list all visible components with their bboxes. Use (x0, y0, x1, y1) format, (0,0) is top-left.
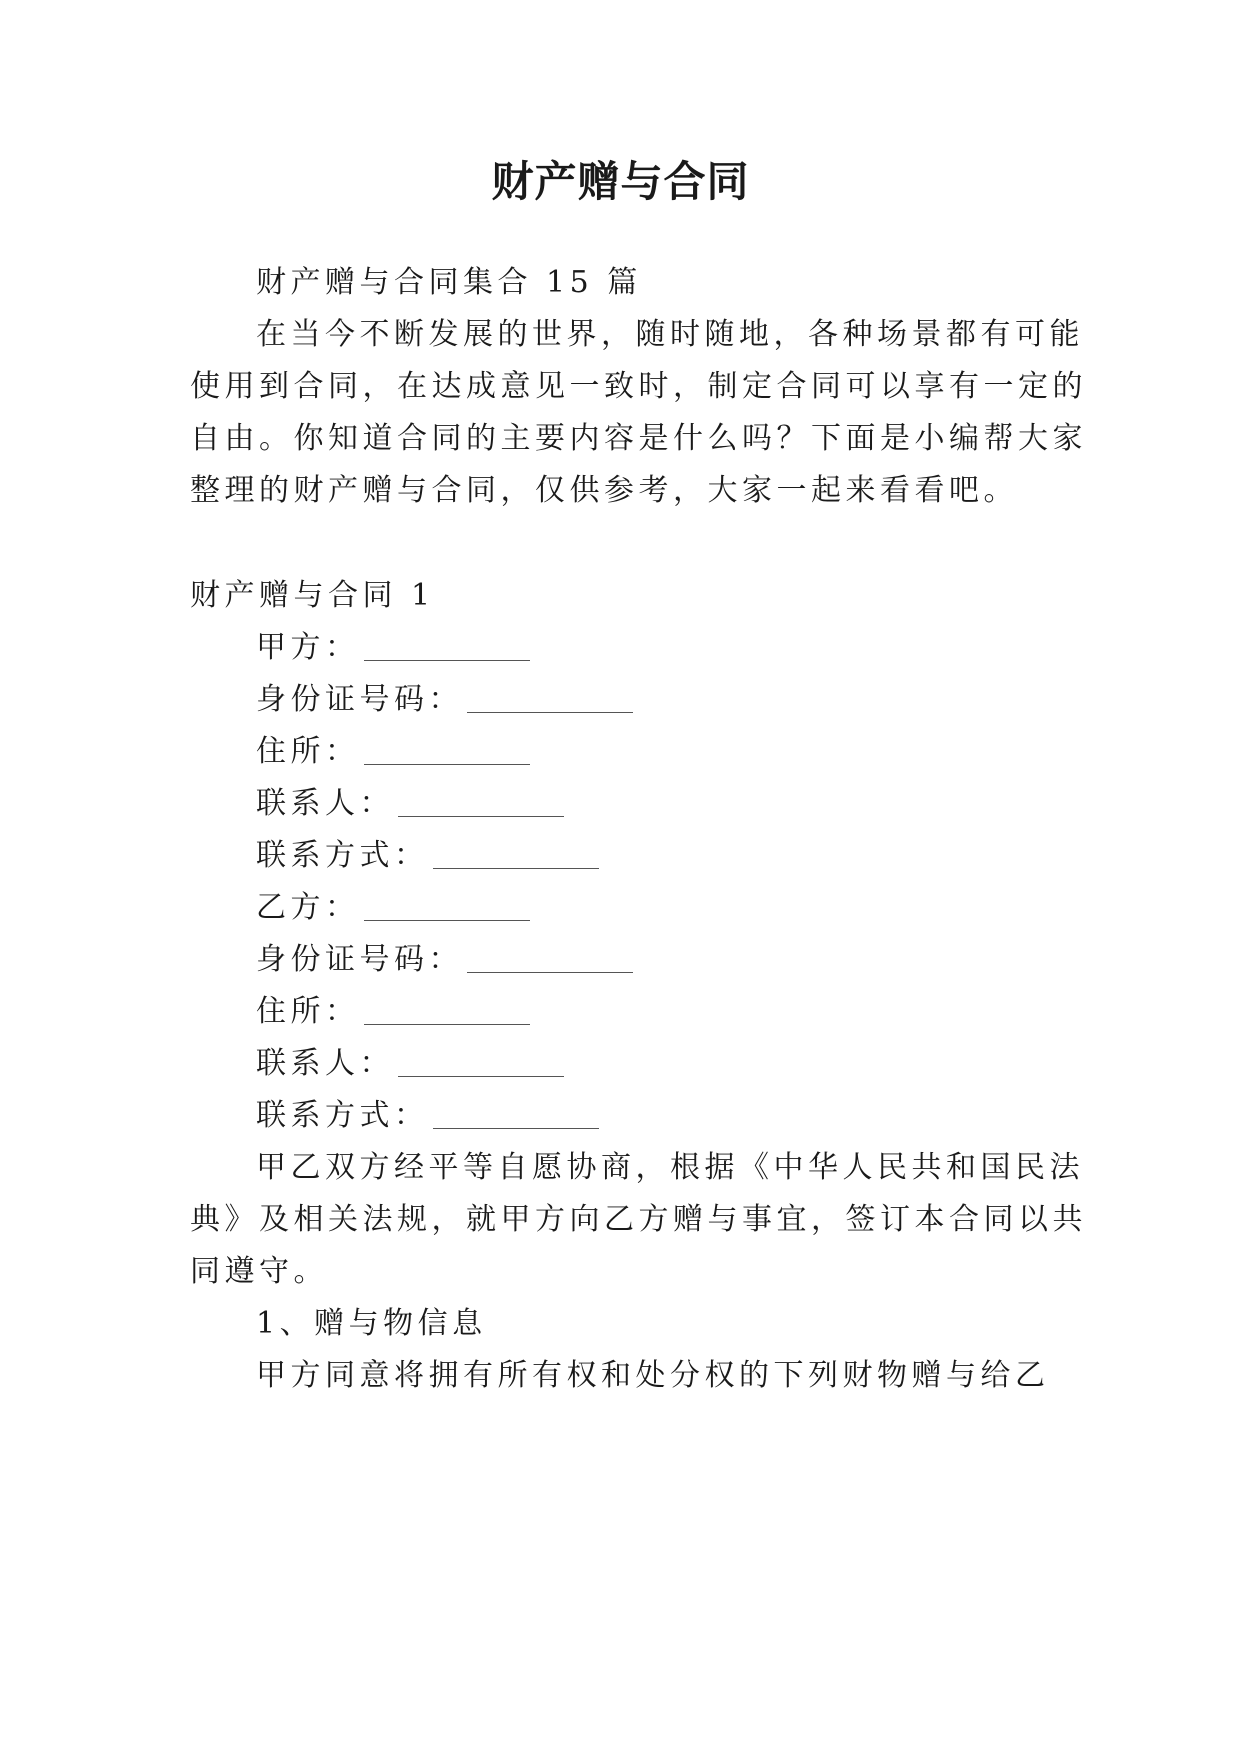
field-party-b-contact-method (256, 1087, 599, 1145)
field-label: 乙方： (256, 890, 360, 925)
fill-in-blank (398, 786, 564, 817)
fill-in-blank (398, 1046, 564, 1077)
field-label: 联系方式： (256, 1098, 429, 1133)
field-label: 身份证号码： (256, 682, 463, 717)
field-party-b-address (256, 983, 530, 1041)
fill-in-blank (364, 994, 530, 1025)
intro-line: 使用到合同，在达成意见一致时，制定合同可以享有一定的 (190, 369, 1087, 404)
fill-in-blank (364, 890, 530, 921)
field-label: 身份证号码： (256, 942, 463, 977)
field-party-b (256, 879, 530, 937)
fill-in-blank (364, 734, 530, 765)
fill-in-blank (433, 1098, 599, 1129)
clause-text: 甲方同意将拥有所有权和处分权的下列财物赠与给乙 (256, 1358, 1050, 1393)
fill-in-blank (467, 682, 633, 713)
field-party-a-contact-person (256, 775, 564, 833)
field-label: 甲方： (256, 630, 360, 665)
field-label: 联系人： (256, 1046, 394, 1081)
agreement-line: 甲乙双方经平等自愿协商，根据《中华人民共和国民法 (256, 1150, 1084, 1185)
collection-subtitle: 财产赠与合同集合 15 篇 (256, 265, 642, 300)
field-label: 住所： (256, 994, 360, 1029)
field-party-b-id (256, 931, 633, 989)
agreement-line: 典》及相关法规，就甲方向乙方赠与事宜，签订本合同以共 (190, 1202, 1087, 1237)
field-party-a-id (256, 671, 633, 729)
document-title: 财产赠与合同 (491, 157, 750, 206)
field-label: 联系方式： (256, 838, 429, 873)
intro-line: 自由。你知道合同的主要内容是什么吗？下面是小编帮大家 (190, 421, 1087, 456)
intro-line: 在当今不断发展的世界，随时随地，各种场景都有可能 (256, 317, 1084, 352)
field-party-a-contact-method (256, 827, 599, 885)
fill-in-blank (433, 838, 599, 869)
field-label: 住所： (256, 734, 360, 769)
agreement-line: 同遵守。 (190, 1254, 328, 1289)
field-label: 联系人： (256, 786, 394, 821)
fill-in-blank (364, 630, 530, 661)
section-heading: 财产赠与合同 1 (190, 578, 435, 613)
field-party-a-address (256, 723, 530, 781)
field-party-a (256, 619, 530, 677)
fill-in-blank (467, 942, 633, 973)
field-party-b-contact-person (256, 1035, 564, 1093)
clause-heading: 1、赠与物信息 (256, 1306, 487, 1341)
intro-line: 整理的财产赠与合同，仅供参考，大家一起来看看吧。 (190, 473, 1018, 508)
